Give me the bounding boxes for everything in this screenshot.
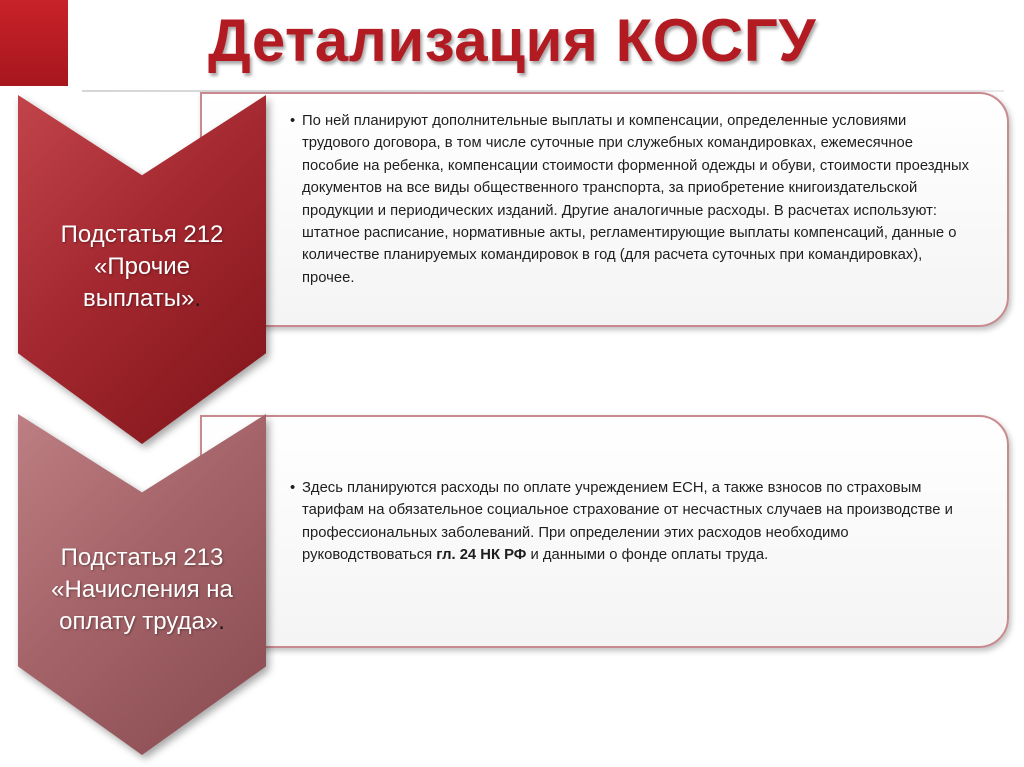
content-card-212 (200, 92, 1009, 327)
label-213-line1: Подстатья 213 (60, 544, 224, 571)
chevron-212 (18, 95, 266, 444)
label-212-line3: выплаты» (82, 285, 195, 312)
label-213-line3-wrap (18, 606, 266, 638)
label-213-line2: «Начисления на (51, 576, 233, 603)
content-card-213 (200, 415, 1009, 648)
label-213-dot: . (218, 608, 225, 635)
chevron-213 (18, 414, 266, 755)
label-212-line3-wrap (18, 283, 266, 315)
text-212: По ней планируют дополнительные выплаты и компенсации, определенные условиями трудового договора, в том числе суточные при служебных командировках, ежемесячное пособие на ребенка, компенсации стоимости форменной одежды и обуви, стоимости проездных документов на все виды общественного транспорта, за приобретение книгоиздательской продукции и периодических изданий. Другие аналогичные расходы. В расчетах используют: штатное расписание, нормативные акты, регламентирующие выплаты компенсаций, данные о количестве планируемых командировок в год (для расчета суточных при командировках), прочее. (302, 113, 970, 286)
chevron-label-212 (18, 219, 266, 315)
text-213-part1: Здесь планируются расходы по оплате учреждением ЕСН, а также взносов по страховым тарифам на обязательное социальное страхование от несчастных случаев на производстве и профессиональных заболеваний. При определении этих расходов необходимо руководствоваться (302, 480, 953, 564)
card-text-212 (290, 110, 971, 289)
label-212-line1: Подстатья 212 (60, 221, 224, 248)
label-212-line2: «Прочие (93, 253, 191, 280)
chevron-label-213 (18, 542, 266, 638)
label-213-line3: оплату труда» (59, 608, 219, 635)
bullet-icon: • (290, 113, 296, 129)
text-213-part2: и данными о фонде оплаты труда. (526, 547, 769, 564)
label-212-dot: . (194, 285, 202, 312)
card-text-213 (290, 477, 971, 567)
bullet-icon: • (290, 480, 296, 496)
text-213-reference: гл. 24 НК РФ (436, 547, 527, 564)
slide-title: Детализация КОСГУ (207, 7, 817, 74)
